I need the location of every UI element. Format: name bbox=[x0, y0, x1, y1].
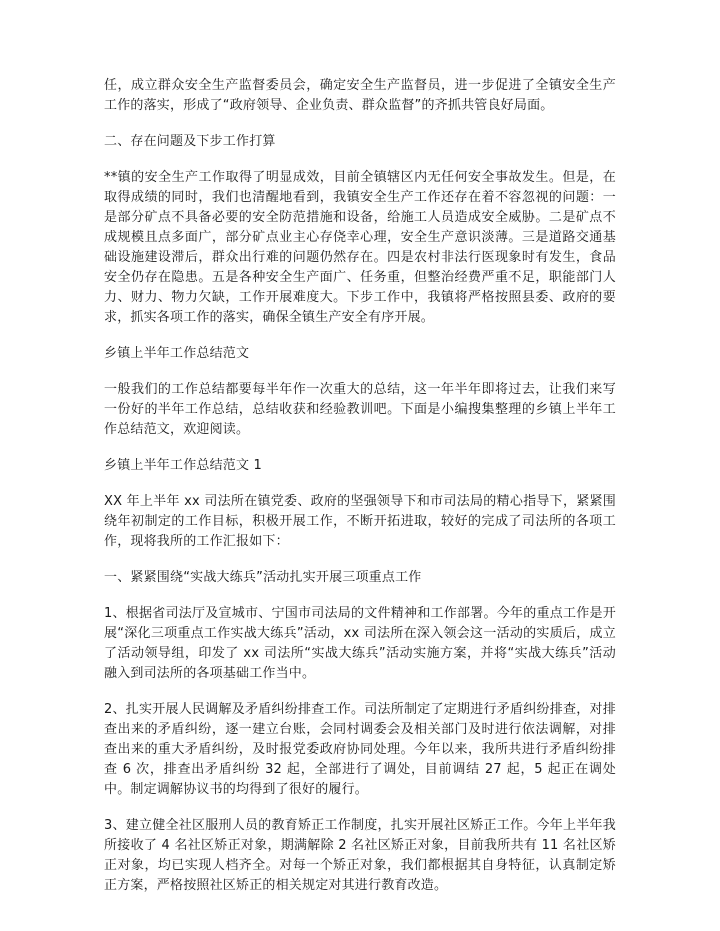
paragraph-continuation: 任，成立群众安全生产监督委员会，确定安全生产监督员，进一步促进了全镇安全生产工作的落实，形成了“政府领导、企业负责、群众监督”的齐抓共管良好局面。 bbox=[104, 78, 616, 113]
section-heading-problems: 二、存在问题及下步工作打算 bbox=[104, 134, 276, 149]
document-body bbox=[104, 76, 616, 896]
paragraph-problems: **镇的安全生产工作取得了明显成效，目前全镇辖区内无任何安全事故发生。但是，在取得成绩的同时，我们也清醒地看到，我镇安全生产工作还存在着不容忽视的问题：一是部分矿点不具备必要的安全防范措施和设备，给施工人员造成安全威胁。二是矿点不成规模且点多面广，部分矿点业主心存侥幸心理，安全生产意识淡薄。三是道路交通基础设施建设滞后，群众出行难的问题仍然存在。四是农村非法行医现象时有发生，食品安全仍存在隐患。五是各种安全生产面广、任务重，但整治经费严重不足，职能部门人力、财力、物力欠缺，工作开展难度大。下步工作中，我镇将严格按照县委、政府的要求，抓实各项工作的落实，确保全镇生产安全有序开展。 bbox=[104, 170, 616, 325]
section-heading-key-work: 一、紧紧围绕“实战大练兵”活动扎实开展三项重点工作 bbox=[104, 570, 422, 585]
paragraph-item-3: 3、建立健全社区服刑人员的教育矫正工作制度，扎实开展社区矫正工作。今年上半年我所接收了 4 名社区矫正对象，期满解除 2 名社区矫正对象，目前我所共有 11 名社区矫正对象，均已实现人档齐全。对每一个矫正对象，我们都根据其自身特征，认真制定矫正方案，严格按照社区矫正的相关规定对其进行教育改造。 bbox=[104, 818, 616, 893]
article-title: 乡镇上半年工作总结范文 bbox=[104, 346, 250, 361]
paragraph-overview: XX 年上半年 xx 司法所在镇党委、政府的坚强领导下和市司法局的精心指导下，紧紧围绕年初制定的工作目标，积极开展工作，不断开拓进取，较好的完成了司法所的各项工作，现将我所的工作汇报如下： bbox=[104, 494, 616, 549]
paragraph-item-1: 1、根据省司法厅及宣城市、宁国市司法局的文件精神和工作部署。今年的重点工作是开展“深化三项重点工作实战大练兵”活动，xx 司法所在深入领会这一活动的实质后，成立了活动领导组，印发了 xx 司法所“实战大练兵”活动实施方案，并将“实战大练兵”活动融入到司法所的各项基础工作当中。 bbox=[104, 606, 616, 681]
paragraph-intro: 一般我们的工作总结都要每半年作一次重大的总结，这一年半年即将过去，让我们来写一份好的半年工作总结，总结收获和经验教训吧。下面是小编搜集整理的乡镇上半年工作总结范文，欢迎阅读。 bbox=[104, 382, 616, 437]
article-subtitle: 乡镇上半年工作总结范文 1 bbox=[104, 458, 263, 473]
paragraph-item-2: 2、扎实开展人民调解及矛盾纠纷排查工作。司法所制定了定期进行矛盾纠纷排查，对排查出来的矛盾纠纷，逐一建立台账，会同村调委会及相关部门及时进行依法调解，对排查出来的重大矛盾纠纷，及时报党委政府协同处理。今年以来，我所共进行矛盾纠纷排查 6 次，排查出矛盾纠纷 32 起，全部进行了调处，目前调结 27 起，5 起正在调处中。制定调解协议书的均得到了很好的履行。 bbox=[104, 702, 616, 797]
